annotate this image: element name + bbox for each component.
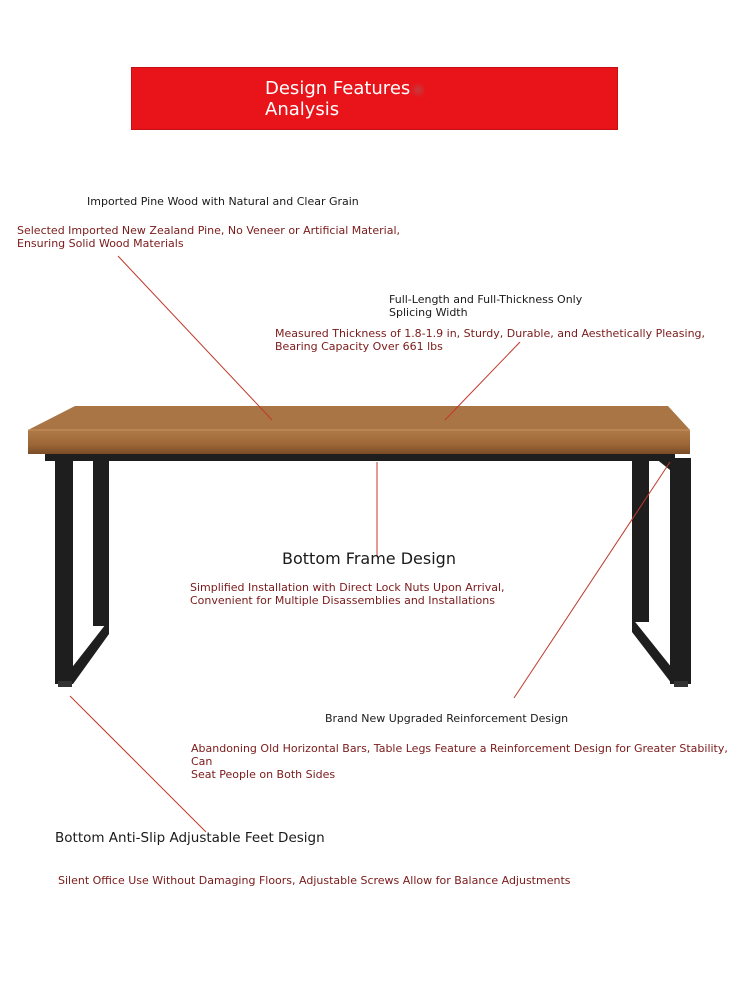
tabletop-front-edge xyxy=(28,430,690,454)
leader-line-wood xyxy=(118,256,272,420)
wood-feature-title: Imported Pine Wood with Natural and Clear Grain xyxy=(87,195,359,208)
right-leg-frame xyxy=(632,458,691,687)
banner-title: Design Features Analysis xyxy=(265,78,411,120)
splicing-feature-title: Full-Length and Full-Thickness Only Splicing Width xyxy=(389,293,583,319)
leader-line-feet xyxy=(70,696,206,832)
tabletop xyxy=(28,406,690,430)
frame-feature-title: Bottom Frame Design xyxy=(282,549,456,568)
feet-feature-title: Bottom Anti-Slip Adjustable Feet Design xyxy=(55,830,325,846)
splicing-feature-description: Measured Thickness of 1.8-1.9 in, Sturdy, Durable, and Aesthetically Pleasing, Bearing Capacity Over 661 lbs xyxy=(275,327,706,353)
reinforcement-feature-description: Abandoning Old Horizontal Bars, Table Legs Feature a Reinforcement Design for Greater Stability, Can Seat People on Both Sides xyxy=(191,742,728,781)
left-leg-frame xyxy=(55,458,109,687)
reinforcement-feature-title: Brand New Upgraded Reinforcement Design xyxy=(325,712,569,725)
wood-feature-description: Selected Imported New Zealand Pine, No Veneer or Artificial Material, Ensuring Solid Wood Materials xyxy=(17,224,400,250)
feet-feature-description: Silent Office Use Without Damaging Floors, Adjustable Screws Allow for Balance Adjustments xyxy=(58,874,571,887)
frame-feature-description: Simplified Installation with Direct Lock Nuts Upon Arrival, Convenient for Multiple Disassemblies and Installations xyxy=(190,581,505,607)
